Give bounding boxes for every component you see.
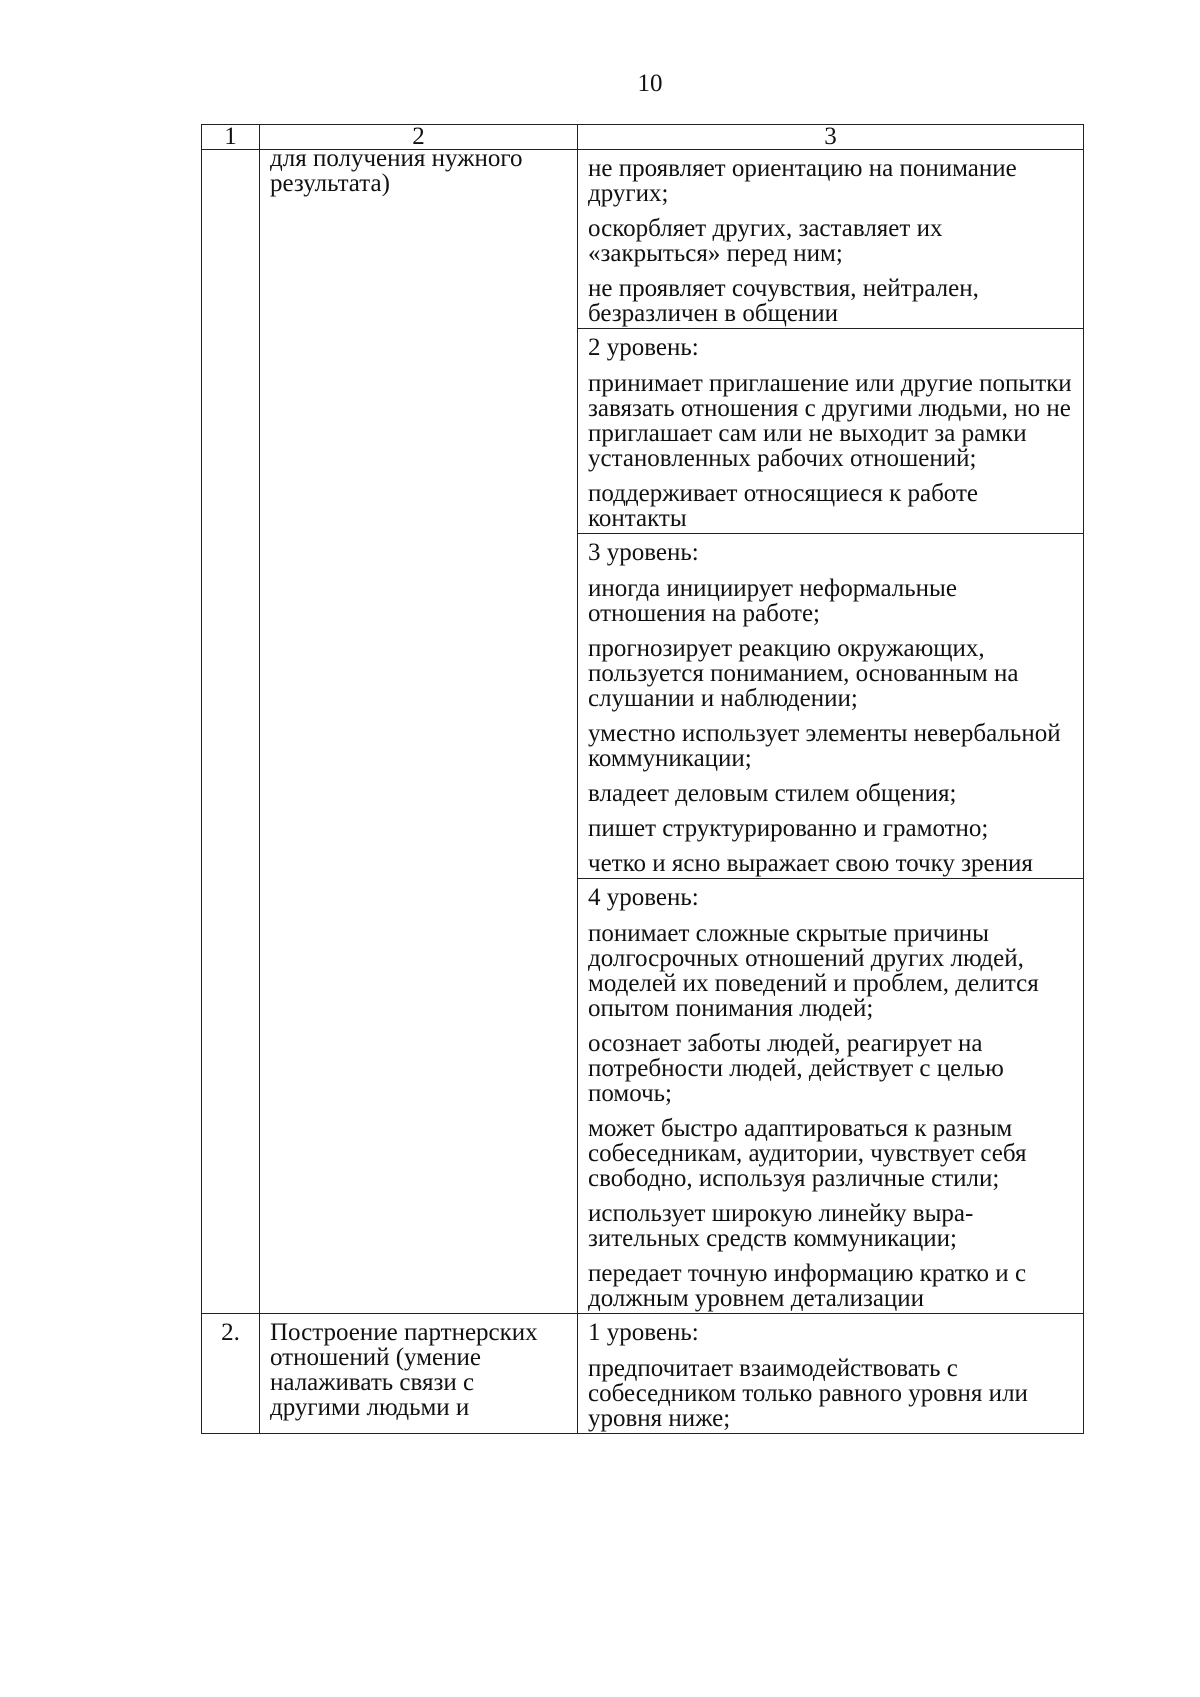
- indicator-item: уместно использует элементы невербальной коммуникации;: [588, 720, 1061, 772]
- indicator-item: предпочитает взаимодействовать с собеседником только равного уровня или уровня ниже;: [588, 1355, 1028, 1432]
- competency-name-line: отношений (умение: [270, 1344, 481, 1371]
- indicator-item: принимает приглашение или другие попытки завязать отношения с другими людьми, но не приглашает сам или не выходит за рамки установленных рабочих отношений;: [588, 370, 1072, 472]
- indicator-item: прогнозирует реакцию окружающих, пользуется пониманием, основанным на слушании и наблюдении;: [588, 635, 1019, 712]
- table-row: [202, 150, 1084, 329]
- competency-name-line: Построение партнерских: [270, 1319, 538, 1346]
- indicator-item: передает точную информацию кратко и с должным уровнем детализации: [588, 1260, 1027, 1312]
- row-number: [202, 1314, 260, 1434]
- competency-table: [201, 124, 1084, 1434]
- table-row: [202, 1314, 1084, 1434]
- level-cell: [578, 879, 1084, 1314]
- indicator-item: использует широкую линейку выра-зительных средств коммуникации;: [588, 1200, 974, 1252]
- level-heading: 1 уровень:: [588, 1319, 699, 1346]
- indicator-item: не проявляет сочувствия, нейтрален, безразличен в общении: [588, 275, 979, 327]
- column-header-2: 2: [260, 125, 578, 150]
- competency-name-line: для получения нужного: [270, 145, 523, 172]
- level-cell: [578, 534, 1084, 879]
- page-number: 10: [637, 70, 663, 97]
- indicator-item: владеет деловым стилем общения;: [588, 780, 957, 807]
- competency-name: [260, 1314, 577, 1420]
- level-cell: [578, 1314, 1084, 1434]
- competency-name-cell: [260, 145, 578, 1314]
- indicator-item: может быстро адаптироваться к разным собеседникам, аудитории, чувствует себя свободно, используя различные стили;: [588, 1115, 1027, 1192]
- competency-name-cell: [260, 1314, 578, 1434]
- indicator-item: четко и ясно выражает свою точку зрения: [588, 850, 1033, 877]
- level-cell: [578, 150, 1084, 329]
- level-heading: 2 уровень:: [588, 334, 699, 361]
- indicator-item: поддерживает относящиеся к работе контакты: [588, 480, 978, 532]
- level-heading: 4 уровень:: [588, 884, 699, 911]
- column-header-1: 1: [202, 125, 260, 150]
- competency-name-line: другими людьми и: [270, 1394, 470, 1421]
- level-heading: 3 уровень:: [588, 539, 699, 566]
- indicator-item: иногда инициирует неформальные отношения на работе;: [588, 575, 957, 627]
- competency-name-line: налаживать связи с: [270, 1369, 475, 1396]
- indicator-item: осознает заботы людей, реагирует на потребности людей, действует с целью помочь;: [588, 1030, 1004, 1107]
- level-cell: [578, 329, 1084, 534]
- indicator-item: не проявляет ориентацию на понимание других;: [588, 155, 1017, 207]
- indicator-item: оскорбляет других, заставляет их «закрыться» перед ним;: [588, 215, 943, 267]
- competency-name: [260, 146, 577, 196]
- column-header-3: 3: [578, 125, 1084, 150]
- row-number: [202, 150, 260, 1314]
- indicator-item: пишет структурированно и грамотно;: [588, 815, 989, 842]
- competency-name-line: результата): [270, 170, 390, 197]
- indicator-item: понимает сложные скрытые причины долгосрочных отношений других людей, моделей их поведений и проблем, делится опытом понимания людей;: [588, 920, 1039, 1022]
- row-number-text: 2.: [221, 1319, 240, 1346]
